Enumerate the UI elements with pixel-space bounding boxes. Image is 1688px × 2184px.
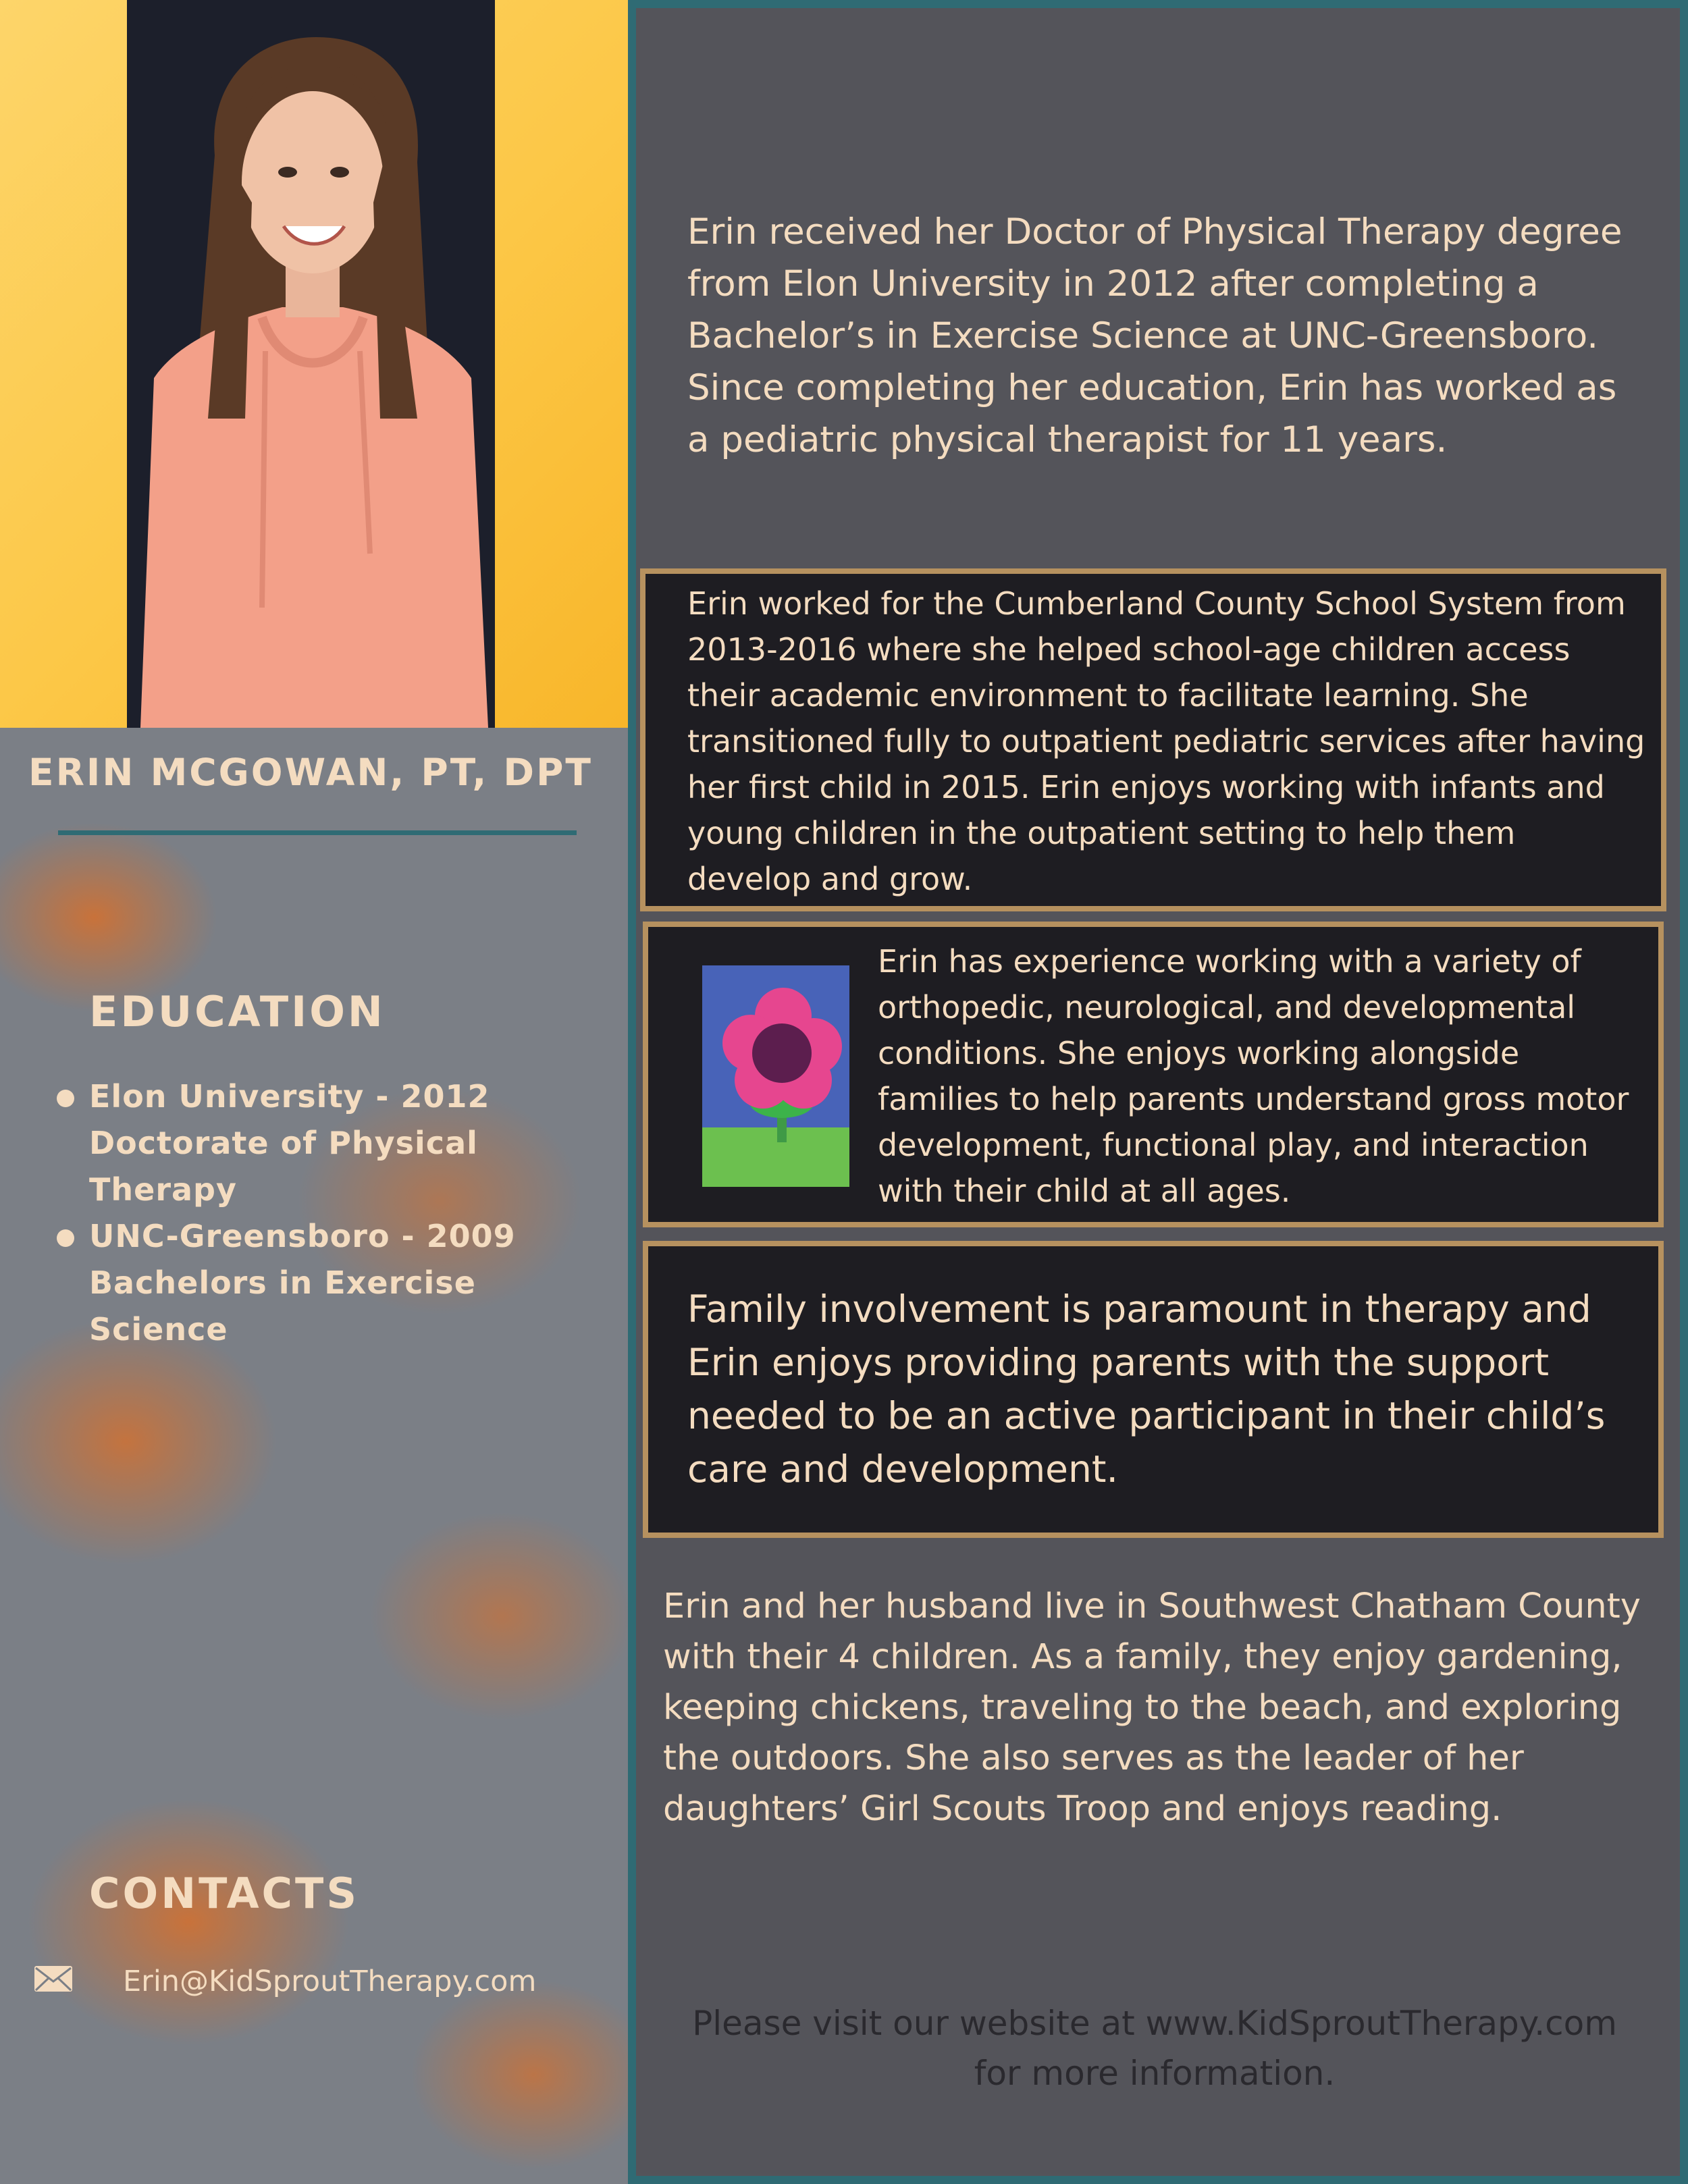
bullet-icon [57,1229,74,1247]
bio-personal: Erin and her husband live in Southwest Chatham County with their 4 children. As a family, they enjoy gardening, keeping chickens, traveling to the beach, and exploring the outdoors. She also serves as the leader of her daughters’ Girl Scouts Troop and enjoys reading. [663,1587,1641,1829]
flower-drawing [702,965,849,1187]
contact-email[interactable]: Erin@KidSproutTherapy.com [123,1965,537,1998]
bio-experience: Erin has experience working with a variety of orthopedic, neurological, and developmental conditions. She enjoys working alongside families to help parents understand gross motor development, functional play, and interaction with their child at all ages. [878,943,1629,1209]
education-item [54,1213,621,1353]
bio-family-involvement: Family involvement is paramount in therapy and Erin enjoys providing parents with the support needed to be an active participant in their child’s care and development. [687,1287,1606,1491]
bio-intro: Erin received her Doctor of Physical Therapy degree from Elon University in 2012 after completing a Bachelor’s in Exercise Science at UNC-Greensboro. Since completing her education, Erin has worked as a pediatric physical therapist for 11 years. [687,211,1623,460]
footer-line-1[interactable]: Please visit our website at www.KidSproutTherapy.com [692,2004,1617,2043]
education-school: UNC-Greensboro - 2009 [89,1218,516,1254]
profile-photo [127,0,495,728]
contacts-heading: CONTACTS [89,1869,360,1918]
footer-line-2: for more information. [974,2054,1336,2093]
therapist-name: ERIN MCGOWAN, PT, DPT [28,751,593,794]
education-degree: Bachelors in Exercise Science [89,1264,476,1348]
envelope-icon [34,1965,73,1995]
left-sidebar [0,0,628,2184]
education-degree: Doctorate of Physical Therapy [89,1125,478,1208]
education-school: Elon University - 2012 [89,1078,490,1115]
bio-work-history: Erin worked for the Cumberland County School System from 2013-2016 where she helped school-age children access their academic environment to facilitate learning. She transitioned fully to outpatient pediatric services after having her first child in 2015. Erin enjoys working with infants and young children in the outpatient setting to help them develop and grow. [687,585,1645,897]
education-heading: EDUCATION [89,987,386,1036]
contact-email-row [34,1961,621,2002]
website-footer [668,1998,1641,2098]
education-item [54,1073,621,1213]
education-list [54,1073,621,1353]
name-divider [58,830,577,835]
bullet-icon [57,1090,74,1107]
